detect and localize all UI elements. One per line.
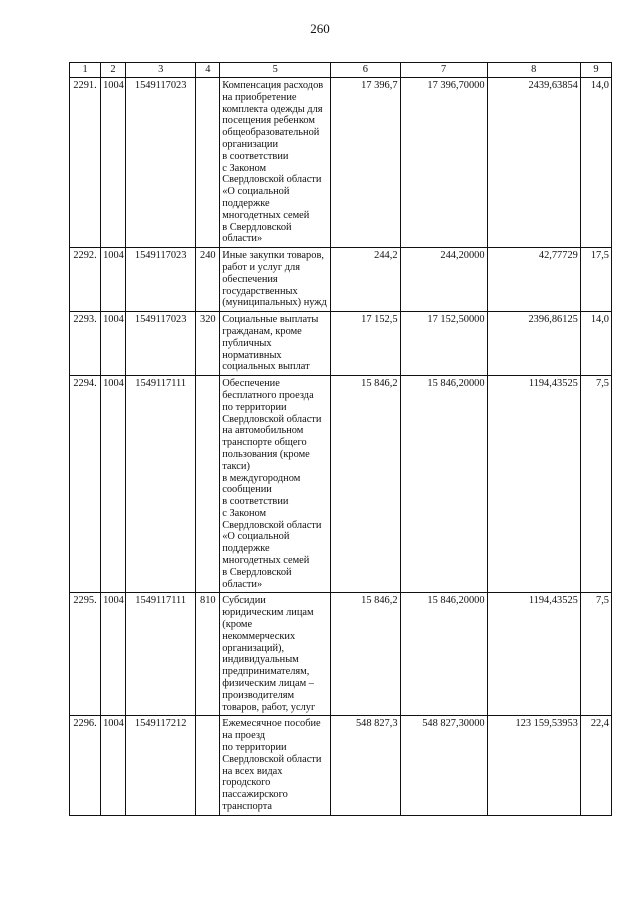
specified-amount-cell: 15 846,20000 [400,376,487,593]
description-cell [220,78,331,248]
table-body [70,78,612,816]
expense-type-cell [196,376,220,593]
percent-cell: 22,4 [580,716,611,815]
description-line: социальных выплат [222,361,310,373]
description-line: некоммерческих [222,630,296,642]
description-line: комплекта одежды для [222,103,323,115]
description-line: городского [222,777,271,789]
section-code-cell: 1004 [101,248,126,312]
target-code-cell: 1549117111 [125,593,195,716]
description-line: в междугородном [222,472,301,484]
column-header: 2 [101,63,126,78]
description-line: Компенсация расходов [222,80,324,91]
executed-amount-cell: 2396,86125 [487,312,580,376]
target-code-cell: 1549117212 [125,716,195,815]
row-number-cell: 2294. [70,376,101,593]
percent-cell: 14,0 [580,312,611,376]
percent-cell: 7,5 [580,593,611,716]
description-line: такси) [222,460,250,472]
description-line: с Законом [222,162,267,174]
specified-amount-cell: 17 396,70000 [400,78,487,248]
percent-cell: 7,5 [580,376,611,593]
description-line: транспорта [222,801,272,813]
description-line: многодетных семей [222,209,310,221]
description-line: обеспечения [222,273,278,285]
budget-table [69,62,612,816]
description-cell [220,376,331,593]
row-number-cell: 2292. [70,248,101,312]
description-line: посещения ребенком [222,115,315,127]
target-code-cell: 1549117023 [125,78,195,248]
description-line: поддержке [222,197,270,209]
table-row [70,312,612,376]
section-code-cell: 1004 [101,376,126,593]
description-line: (кроме [222,619,253,631]
description-line: юридическим лицам [222,607,314,619]
description-cell [220,716,331,815]
header-row [70,63,612,78]
executed-amount-cell: 42,77729 [487,248,580,312]
description-line: в соответствии [222,496,289,508]
description-line: области» [222,578,263,590]
column-header: 8 [487,63,580,78]
description-cell [220,248,331,312]
percent-cell: 14,0 [580,78,611,248]
description-line: публичных [222,337,272,349]
column-header: 9 [580,63,611,78]
description-line: на автомобильном [222,425,304,437]
description-line: Свердловской области [222,174,322,186]
expense-type-cell: 810 [196,593,220,716]
column-header: 1 [70,63,101,78]
table-row [70,593,612,716]
description-line: Свердловской области [222,753,322,765]
percent-cell: 17,5 [580,248,611,312]
plan-amount-cell: 15 846,2 [331,593,400,716]
description-line: работ и услуг для [222,261,300,273]
description-line: транспорте общего [222,437,307,449]
expense-type-cell: 320 [196,312,220,376]
description-line: с Законом [222,507,267,519]
description-line: Свердловской области [222,519,322,531]
description-line: Обеспечение [222,378,280,390]
section-code-cell: 1004 [101,716,126,815]
description-line: по территории [222,742,287,754]
table-row [70,78,612,248]
description-line: товаров, работ, услуг [222,701,316,713]
description-line: Иные закупки товаров, [222,250,324,262]
column-header: 3 [125,63,195,78]
row-number-cell: 2296. [70,716,101,815]
row-number-cell: 2293. [70,312,101,376]
description-line: индивидуальным [222,654,299,666]
description-line: области» [222,233,263,245]
description-line: общеобразовательной [222,127,320,139]
specified-amount-cell: 548 827,30000 [400,716,487,815]
description-line: (муниципальных) нужд [222,297,327,309]
table-row [70,376,612,593]
description-line: в Свердловской [222,566,292,578]
executed-amount-cell: 1194,43525 [487,593,580,716]
description-line: гражданам, кроме [222,325,302,337]
target-code-cell: 1549117023 [125,312,195,376]
table-row [70,248,612,312]
description-line: в Свердловской [222,221,292,233]
section-code-cell: 1004 [101,593,126,716]
description-line: физическим лицам – [222,678,314,690]
row-number-cell: 2291. [70,78,101,248]
description-line: в соответствии [222,150,289,162]
description-line: на всех видах [222,765,283,777]
description-line: многодетных семей [222,555,310,567]
description-line: сообщении [222,484,272,496]
column-header: 4 [196,63,220,78]
description-line: организаций), [222,642,285,654]
description-cell [220,593,331,716]
description-line: на проезд [222,730,266,742]
description-line: Ежемесячное пособие [222,718,321,730]
plan-amount-cell: 548 827,3 [331,716,400,815]
plan-amount-cell: 244,2 [331,248,400,312]
expense-type-cell [196,78,220,248]
row-number-cell: 2295. [70,593,101,716]
specified-amount-cell: 17 152,50000 [400,312,487,376]
plan-amount-cell: 17 152,5 [331,312,400,376]
column-header: 6 [331,63,400,78]
specified-amount-cell: 244,20000 [400,248,487,312]
description-line: пользования (кроме [222,448,310,460]
description-line: по территории [222,401,287,413]
description-line: производителям [222,689,295,701]
description-line: «О социальной [222,186,290,198]
expense-type-cell: 240 [196,248,220,312]
description-line: пассажирского [222,789,288,801]
description-line: Субсидии [222,595,266,607]
plan-amount-cell: 15 846,2 [331,376,400,593]
description-line: поддержке [222,543,270,555]
target-code-cell: 1549117023 [125,248,195,312]
column-header: 7 [400,63,487,78]
description-line: государственных [222,285,298,297]
description-line: на приобретение [222,91,297,103]
plan-amount-cell: 17 396,7 [331,78,400,248]
specified-amount-cell: 15 846,20000 [400,593,487,716]
target-code-cell: 1549117111 [125,376,195,593]
description-line: бесплатного проезда [222,389,314,401]
description-line: предпринимателям, [222,666,310,678]
executed-amount-cell: 1194,43525 [487,376,580,593]
description-line: Свердловской области [222,413,322,425]
section-code-cell: 1004 [101,312,126,376]
description-line: нормативных [222,349,282,361]
column-header: 5 [220,63,331,78]
executed-amount-cell: 123 159,53953 [487,716,580,815]
page-number: 260 [310,21,330,36]
table-row [70,716,612,815]
description-line: организации [222,138,279,150]
description-line: «О социальной [222,531,290,543]
executed-amount-cell: 2439,63854 [487,78,580,248]
description-cell [220,312,331,376]
description-line: Социальные выплаты [222,314,319,326]
section-code-cell: 1004 [101,78,126,248]
expense-type-cell [196,716,220,815]
